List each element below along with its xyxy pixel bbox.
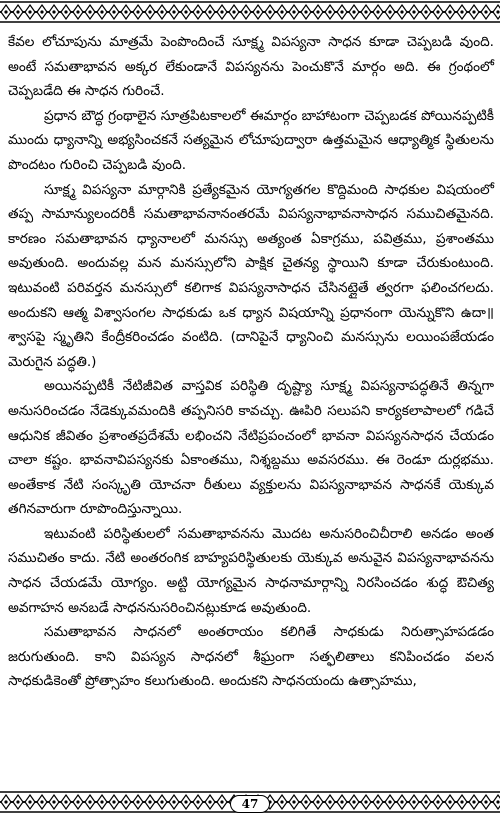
paragraph-6: సమతాభావన సాధనలో అంతరాయం కలిగితే సాధకుడు నిరుత్సాహపడడం జరుగుతుంది. కాని విపస్యన సాధనలో శీఘ్రంగా సత్ఫలితాలు కనిపించడం వలన సాధకుడికెంతో ప్రోత్సాహం కలుగుతుంది. అందుకని సాధనయందు ఉత్సాహము, (8, 624, 494, 690)
paragraph-1: కేవల లోచూపును మాత్రమే పెంపొందించే సూక్ష్మ విపస్యనా సాధన కూడా చెప్పబడి వుంది. అంటే సమతాభావన అక్కర లేకుండానే విపస్యనను పెంచుకొనే మార్గం అది. ఈ గ్రంథంలో చెప్పబడేది ఈ సాధన గురించే. (8, 34, 494, 100)
decorative-border-top (0, 0, 500, 24)
paragraph-4: అయినప్పటికీ నేటిజీవిత వాస్తవిక పరిస్థితి దృష్ట్యా సూక్ష్మ విపస్యనాపద్ధతినే తిన్నగా అనుసరించడం నేడెక్కువమందికి తప్పనిసరి కావచ్చు. ఊపిరి సలుపని కార్యకలాపాలలో గడిచే ఆధునిక జీవితం ప్రశాంతప్రదేశమే లభించని నేటిప్రపంచంలో భావనా విపస్యనసాధన చేయడం చాలా కష్టం. భావనావిపస్యనకు ఏకాంతము, నిశ్శబ్దము అవసరము. ఈ రెండూ దుర్లభము. అంతేకాక నేటి సంస్కృతి యోచనా రీతులు వ్యక్తులను విపస్యనాభావన సాధనకే యెక్కువ తగినవారుగా రూపొందిస్తున్నాయి. (8, 378, 494, 518)
ornament-pattern-top (0, 0, 500, 24)
paragraph-3: సూక్ష్మ విపస్యనా మార్గానికి ప్రత్యేకమైన యోగ్యతగల కొద్దిమంది సాధకుల విషయంలో తప్ప సామాన్యులందరికీ సమతాభావనానంతరమే విపస్యనాభావనాసాధన సముచితమైనది. కారణం సమతాభావన ధ్యానాలలో మనస్సు అత్యంత ఏకాగ్రము, పవిత్రము, ప్రశాంతము అవుతుంది. అందువల్ల మన మనస్సులోని పాక్షిక చైతన్య స్థాయిని కూడా చేరుకుంటుంది. ఇటువంటి పరివర్తన మనస్సులో కలిగాక విపస్యనాసాధన చేసినట్లైతే త్వరగా ఫలించగలదు. అందుకని ఆత్మ విశ్వాసంగల సాధకుడు ఒక ధ్యాన విషయాన్ని ప్రధానంగా యెన్నుకొని ఉదా॥ శ్వాసపై స్మృతిని కేంద్రీకరించడం వంటిది. (దానిపైనే ధ్యానించి మనస్సును లయింపజేయడం మెరుగైన పద్ధతి.) (8, 181, 494, 370)
paragraph-5: ఇటువంటి పరిస్థితులలో సమతాభావనను మొదట అనుసరించిచీరాలి అనడం అంత సముచితం కాదు. నేటి అంతరంగిక బాహ్యపరిస్థితులకు యెక్కువ అనువైన విపస్యనాభావనను సాధన చేయడమే యోగ్యం. అట్టి యోగ్యమైన సాధనామార్గాన్ని నిరసించడం శుద్ధ ఔచిత్య అవగాహన అనబడే సాధననుసరించినట్లుకూడ అవుతుంది. (8, 525, 494, 616)
page-body (8, 30, 494, 694)
paragraph-2: ప్రధాన బౌద్ధ గ్రంథాలైన సూత్రపిటకాలలో ఈమార్గం బాహాటంగా చెప్పబడక పోయినప్పటికీ ముందు ధ్యానాన్ని అభ్యసించకనే సత్యమైన లోచూపుద్వారా ఉత్తమమైన ఆధ్యాత్మిక స్థితులను పొందటం గురించి చెప్పబడి వుంది. (8, 107, 494, 173)
page-number: 47 (230, 795, 270, 813)
